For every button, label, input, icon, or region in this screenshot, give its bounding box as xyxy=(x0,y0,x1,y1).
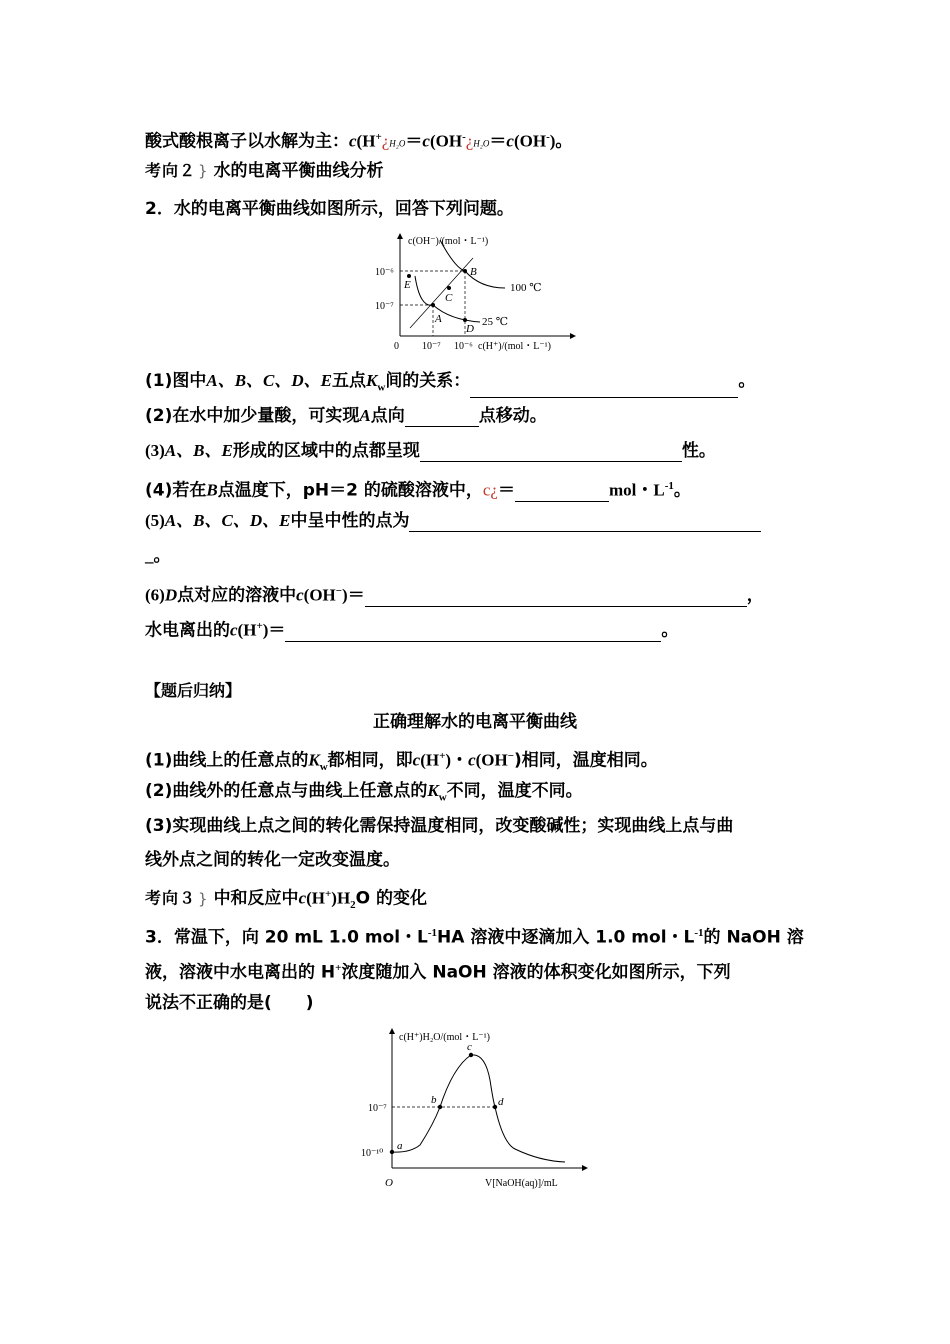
point-a xyxy=(390,1150,394,1154)
x-tick: 10⁻⁷ xyxy=(422,341,441,352)
curve-label-100: 100 ℃ xyxy=(510,282,542,294)
answer-blank[interactable] xyxy=(409,513,761,532)
curve-100 xyxy=(440,240,505,288)
point-B xyxy=(463,269,467,273)
answer-blank[interactable] xyxy=(515,483,609,502)
point-D xyxy=(463,318,467,322)
x-tick: 10⁻⁶ xyxy=(454,341,473,352)
q2-item-2: (2)在水中加少量酸，可实现A点向 点移动。 xyxy=(145,406,547,426)
q3-line-1: 3．常温下，向 20 mL 1.0 mol・$L^{-1}HA$ 溶液中逐滴加入 1.0 mol・$L^{-1}$的 NaOH 溶 xyxy=(145,927,804,948)
titration-curve xyxy=(392,1055,565,1162)
y-axis-label: c(OH⁻)/(mol・L⁻¹) xyxy=(408,236,489,247)
point-label-b: b xyxy=(431,1094,437,1106)
point-b xyxy=(438,1105,442,1109)
question-2-stem: 2．水的电离平衡曲线如图所示，回答下列问题。 xyxy=(145,199,514,219)
point-label-a: a xyxy=(397,1140,403,1152)
q3-line-3: 说法不正确的是( ) xyxy=(145,993,314,1013)
answer-blank[interactable] xyxy=(470,379,738,398)
y-tick: 10⁻⁶ xyxy=(375,267,394,278)
summary-tag: 【题后归纳】 xyxy=(145,681,242,700)
point-E xyxy=(407,274,411,278)
answer-blank[interactable] xyxy=(365,588,747,607)
x-axis-label: V[NaOH(aq)]/mL xyxy=(485,1178,558,1189)
section-title: 水的电离平衡曲线分析 xyxy=(213,161,384,181)
origin-label: 0 xyxy=(394,341,399,352)
summary-point-2: (2)曲线外的任意点与曲线上任意点的$K_w$不同，温度不同。 xyxy=(145,781,583,804)
summary-point-1: (1)曲线上的任意点的$K_w$都相同，即c(H+)・c(OH−)相同，温度相同。 xyxy=(145,750,658,774)
summary-point-3-cont: 线外点之间的转化一定改变温度。 xyxy=(145,850,400,870)
chart-titration xyxy=(355,1025,595,1195)
point-label-E: E xyxy=(404,279,411,291)
q2-item-1: (1)图中A、B、C、D、E五点$K_w$间的关系： 。 xyxy=(145,370,755,398)
answer-blank[interactable] xyxy=(405,408,479,427)
brace-icon: } xyxy=(198,162,208,180)
q2-item-6-cont: 水电离出的c(H+)＝ 。 xyxy=(145,620,679,641)
point-A xyxy=(431,303,435,307)
section-heading-3: 考向３ } 中和反应中$c(H^+)H_2O$ 的变化 xyxy=(145,888,428,912)
answer-blank[interactable] xyxy=(285,623,661,642)
answer-blank[interactable] xyxy=(420,443,682,462)
y-tick: 10⁻⁷ xyxy=(368,1103,387,1114)
summary-point-3: (3)实现曲线上点之间的转化需保持温度相同，改变酸碱性；实现曲线上点与曲 xyxy=(145,816,734,836)
intro-line: 酸式酸根离子以水解为主：c(H+¿H₂O＝c(OH-¿H₂O＝c(OH-)。 xyxy=(145,131,573,152)
y-tick: 10⁻¹⁰ xyxy=(361,1148,384,1159)
q2-item-5-cont: _。 xyxy=(145,546,171,565)
y-axis-label: c(H⁺)H₂O/(mol・L⁻¹) xyxy=(399,1032,490,1043)
origin-label: O xyxy=(385,1177,393,1189)
summary-title: 正确理解水的电离平衡曲线 xyxy=(373,712,577,732)
broken-glyph: ¿ xyxy=(381,131,390,151)
point-label-d: d xyxy=(498,1096,504,1108)
point-c xyxy=(469,1053,473,1057)
chart-water-equilibrium xyxy=(370,228,585,356)
point-label-c: c xyxy=(467,1041,472,1053)
q2-item-6: (6)D点对应的溶液中c(OH−)＝ ， xyxy=(145,585,764,606)
q2-item-5: (5)A、B、C、D、E中呈中性的点为 xyxy=(145,510,761,532)
point-label-C: C xyxy=(445,292,453,304)
broken-glyph: ¿ xyxy=(490,480,498,500)
point-C xyxy=(447,286,451,290)
point-label-D: D xyxy=(466,323,474,335)
section-tag: 考向２ xyxy=(145,161,197,180)
y-tick: 10⁻⁷ xyxy=(375,301,394,312)
intro-text: 酸式酸根离子以水解为主： xyxy=(145,131,349,152)
q2-item-4: (4)若在B点温度下，pH＝2 的硫酸溶液中，c¿＝ mol・$L^{-1}$。 xyxy=(145,480,691,501)
brace-icon: } xyxy=(198,889,208,908)
x-axis-label: c(H⁺)/(mol・L⁻¹) xyxy=(478,341,551,352)
section-heading-2 xyxy=(145,160,384,182)
q2-item-3: (3)A、B、E形成的区域中的点都呈现 性。 xyxy=(145,441,716,461)
broken-glyph: ¿ xyxy=(465,131,474,151)
point-label-A: A xyxy=(435,313,442,325)
point-d xyxy=(493,1105,497,1109)
curve-label-25: 25 ℃ xyxy=(482,316,509,328)
q3-line-2: 液，溶液中水电离出的 H+浓度随加入 NaOH 溶液的体积变化如图所示，下列 xyxy=(145,962,731,983)
section-tag: 考向３ xyxy=(145,888,197,908)
point-label-B: B xyxy=(470,266,477,278)
